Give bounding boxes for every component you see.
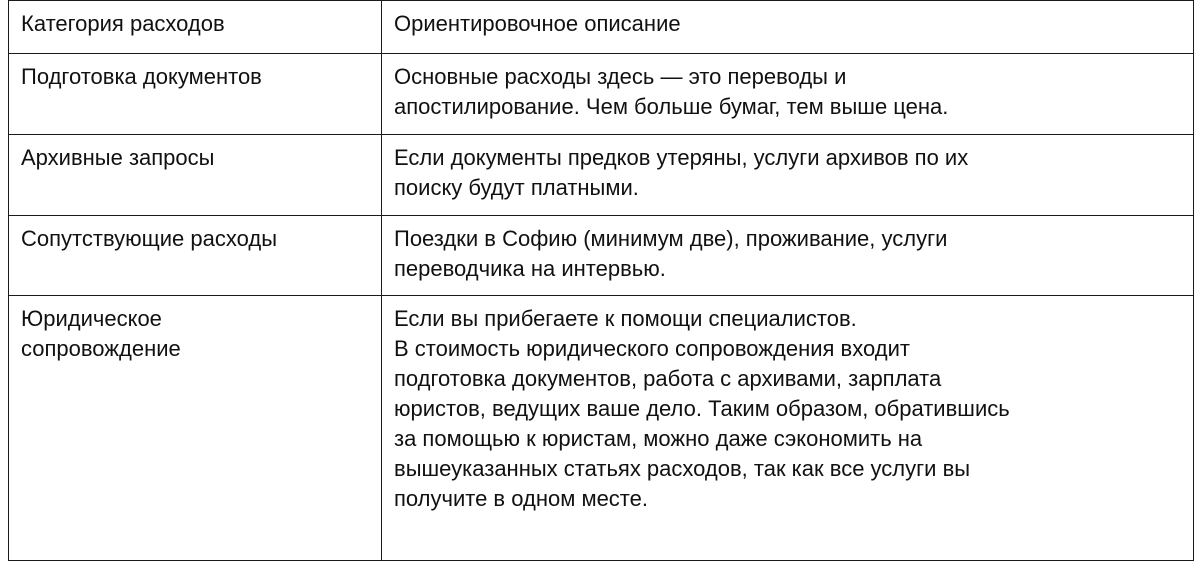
description-line: апостилирование. Чем больше бумаг, тем выше цена. [394, 94, 949, 119]
description-line: подготовка документов, работа с архивами, зарплата [394, 366, 942, 391]
row-category: Архивные запросы [9, 135, 382, 216]
description-line: за помощью к юристам, можно даже сэкономить на [394, 426, 923, 451]
expense-table [8, 0, 1194, 561]
row-category [9, 296, 382, 561]
description-line: поиску будут платными. [394, 175, 639, 200]
category-line: Юридическое [21, 306, 162, 331]
table-row [9, 135, 1194, 216]
table-row [9, 216, 1194, 296]
header-description: Ориентировочное описание [382, 1, 1194, 54]
description-line: получите в одном месте. [394, 486, 648, 511]
row-description [382, 296, 1194, 561]
table-header-row [9, 1, 1194, 54]
row-description [382, 135, 1194, 216]
description-line: В стоимость юридического сопровождения входит [394, 336, 910, 361]
description-line: переводчика на интервью. [394, 256, 666, 281]
description-line: Поездки в Софию (минимум две), проживание, услуги [394, 226, 948, 251]
table-row [9, 54, 1194, 135]
description-line: Если документы предков утеряны, услуги архивов по их [394, 145, 969, 170]
row-category: Подготовка документов [9, 54, 382, 135]
description-line: Основные расходы здесь — это переводы и [394, 64, 847, 89]
description-line: юристов, ведущих ваше дело. Таким образом, обратившись [394, 396, 1010, 421]
table-row [9, 296, 1194, 561]
row-description [382, 54, 1194, 135]
description-line: Если вы прибегаете к помощи специалистов. [394, 306, 857, 331]
category-line: сопровождение [21, 336, 181, 361]
description-line: вышеуказанных статьях расходов, так как все услуги вы [394, 456, 971, 481]
header-category: Категория расходов [9, 1, 382, 54]
row-description [382, 216, 1194, 296]
row-category: Сопутствующие расходы [9, 216, 382, 296]
